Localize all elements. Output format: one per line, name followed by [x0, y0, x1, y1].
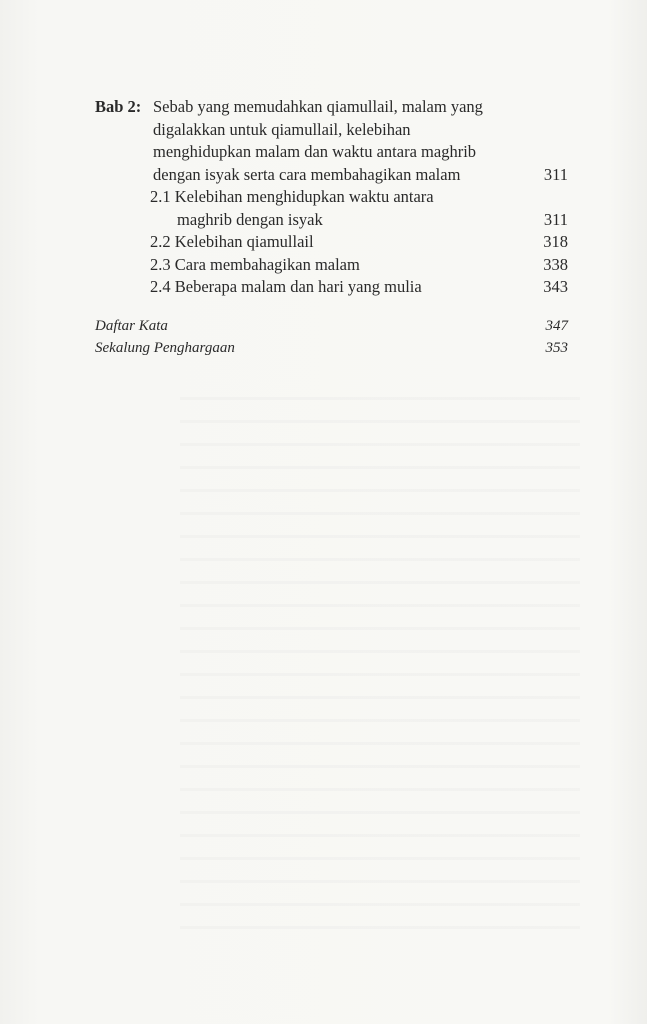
section-title: 2.2 Kelebihan qiamullail — [150, 232, 314, 251]
section-item — [150, 254, 570, 277]
chapter-title-line: Sebab yang memudahkan qiamullail, malam yang — [153, 97, 483, 116]
chapter-title-line: digalakkan untuk qiamullail, kelebihan — [153, 119, 411, 139]
table-of-contents — [95, 96, 570, 359]
chapter-title-line: menghidupkan malam dan waktu antara maghrib — [153, 142, 477, 161]
backmatter-page-number: 347 — [545, 317, 568, 334]
show-through-texture — [180, 380, 580, 940]
section-list — [150, 186, 570, 299]
backmatter-list — [95, 315, 570, 359]
section-page-number: 311 — [543, 209, 568, 229]
chapter-title-line — [153, 164, 553, 187]
chapter-label: Bab 2: — [95, 97, 142, 116]
section-item — [150, 276, 570, 299]
section-item — [150, 231, 570, 254]
backmatter-label: Sekalung Penghargaan — [95, 339, 235, 356]
backmatter-page-number: 353 — [545, 339, 568, 356]
section-page-number: 318 — [543, 232, 568, 251]
section-title: 2.3 Cara membahagikan malam — [150, 254, 360, 274]
chapter-title-text: dengan isyak serta cara membahagikan malam — [153, 164, 461, 184]
section-item — [150, 186, 570, 231]
section-title: 2.1 Kelebihan menghidupkan waktu antara — [150, 187, 434, 206]
backmatter-label: Daftar Kata — [95, 317, 168, 334]
chapter-page-number: 311 — [543, 164, 568, 184]
section-title: 2.4 Beberapa malam dan hari yang mulia — [150, 277, 422, 296]
section-title-continued: maghrib dengan isyak — [177, 209, 323, 229]
backmatter-item — [95, 337, 570, 359]
section-page-number: 343 — [543, 277, 568, 296]
chapter-entry — [95, 96, 570, 186]
section-page-number: 338 — [543, 254, 568, 274]
chapter-title — [153, 96, 553, 186]
backmatter-item — [95, 315, 570, 337]
